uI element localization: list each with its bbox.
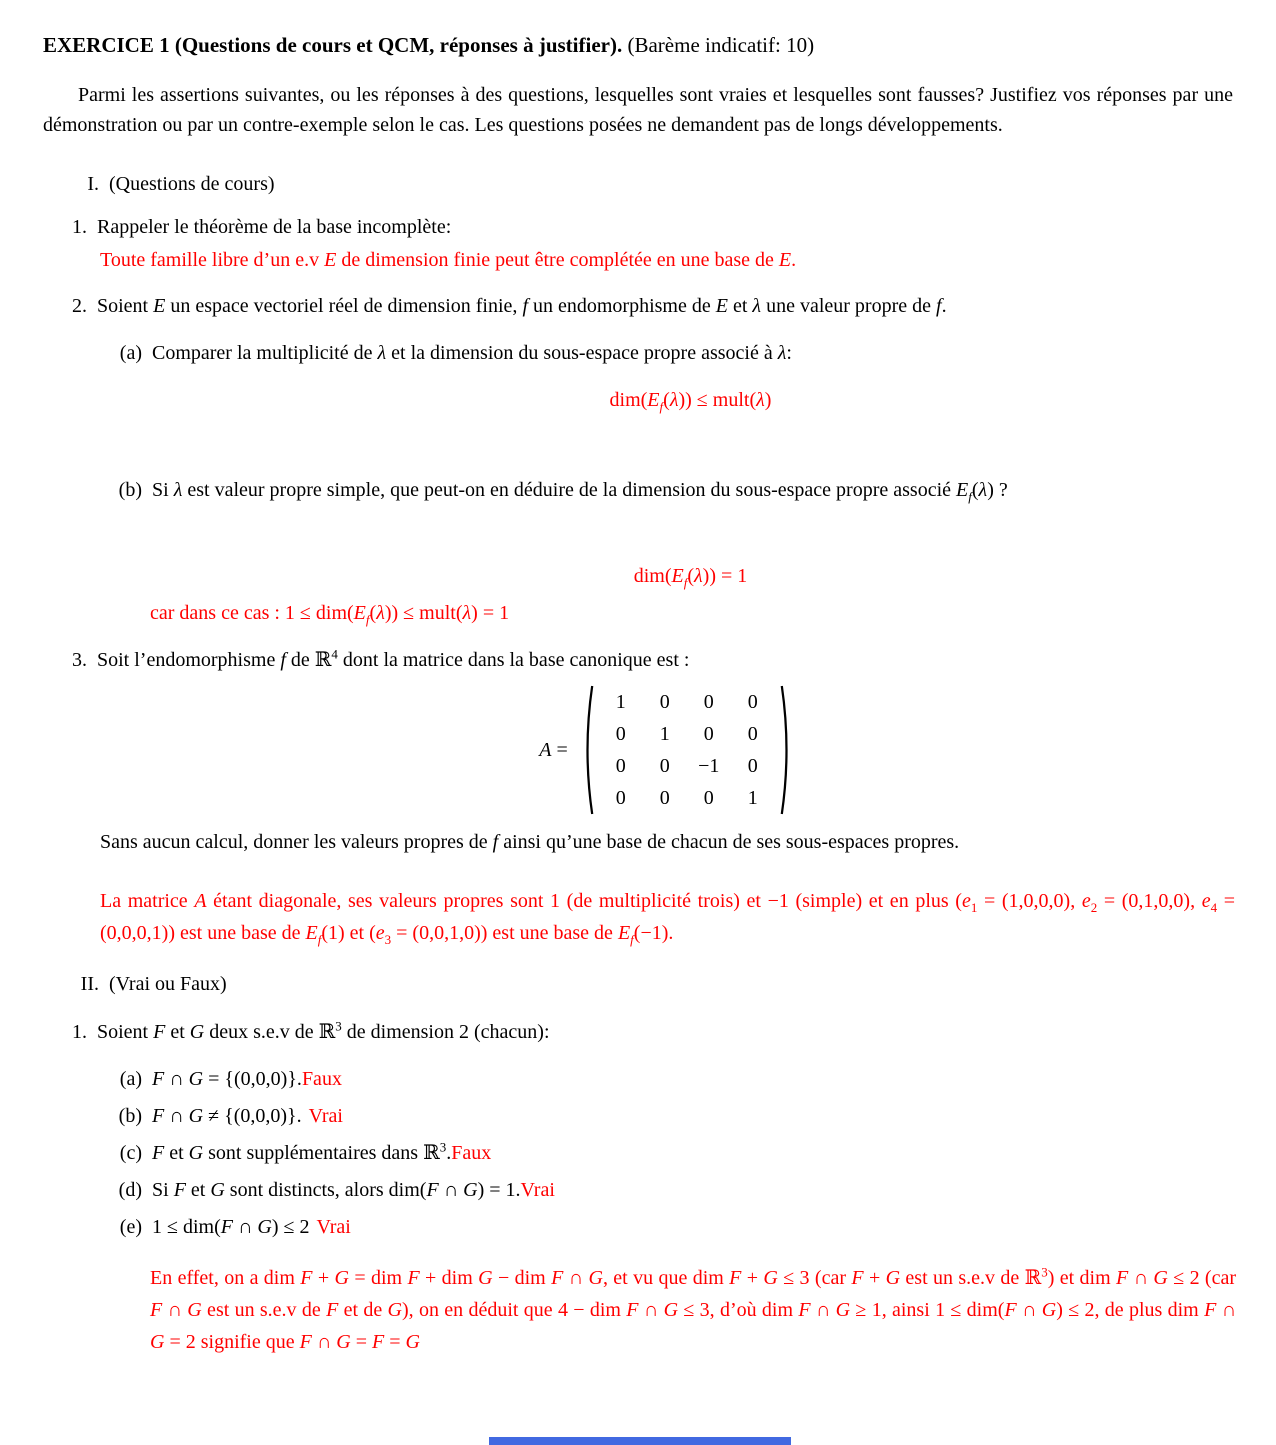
tf-item-c-statement: F et G sont supplémentaires dans ℝ$^3$. xyxy=(152,1139,452,1164)
tf-item-e xyxy=(0,1212,1276,1242)
intro-paragraph: Parmi les assertions suivantes, ou les réponses à des questions, lesquelles sont vraies et lesquelles sont fausses? Justifiez vos réponses par une démonstration ou par un contre-exemple selon le cas. Les questions posées ne demandent pas de longs développements. xyxy=(43,84,1233,136)
question-2b-answer-note: car dans ce cas : $1 \le dim(E_f(\lambda))$ ≤ mult(λ) = 1 xyxy=(150,602,510,627)
matrix-cell: 0 xyxy=(747,723,758,745)
question-2-marker: 2. xyxy=(72,295,87,317)
question-2b-marker: (b) xyxy=(118,479,142,501)
matrix-right-paren xyxy=(779,683,794,817)
part1-question-2 xyxy=(0,291,1276,321)
question-2-text: Soient E un espace vectoriel réel de dimension finie, f un endomorphisme de E et λ une valeur propre de f. xyxy=(97,295,947,317)
question-2a-text: Comparer la multiplicité de λ et la dimension du sous-espace propre associé à λ: xyxy=(152,342,792,364)
tf-item-a xyxy=(0,1064,1276,1094)
question-3-marker: 3. xyxy=(72,649,87,671)
tf-item-c-marker: (c) xyxy=(119,1142,142,1164)
matrix-a xyxy=(580,683,794,817)
part1-question-1 xyxy=(0,212,1276,242)
question-2b xyxy=(0,475,1276,505)
tf-item-a-verdict: Faux xyxy=(301,1068,342,1090)
part1-marker: I. xyxy=(87,173,99,195)
tf-item-e-verdict: Vrai xyxy=(316,1216,351,1238)
question-2a-answer-formula: $dim(E_f(\lambda))$ ≤ mult(λ) xyxy=(609,389,772,414)
part1-title: (Questions de cours) xyxy=(109,173,275,195)
matrix-display xyxy=(100,683,1233,817)
exercise-title xyxy=(43,30,1233,60)
tf-item-e-marker: (e) xyxy=(119,1216,142,1238)
tf-item-a-statement: F ∩ G = {(0,0,0)}. xyxy=(152,1068,302,1090)
matrix-cell: 0 xyxy=(659,755,670,777)
tf-item-d-body xyxy=(152,1175,1276,1205)
tf-item-e-body xyxy=(152,1212,1276,1242)
part1-heading xyxy=(0,169,1276,199)
matrix-cell: 1 xyxy=(615,691,626,713)
tf-item-d-marker: (d) xyxy=(118,1179,142,1201)
part2-heading xyxy=(0,969,1276,999)
footer-link-bar xyxy=(489,1437,791,1445)
matrix-cell: −1 xyxy=(698,755,720,777)
question-2a xyxy=(0,338,1276,368)
matrix-entries xyxy=(595,685,779,815)
matrix-cell: 0 xyxy=(659,787,670,809)
matrix-cell: 0 xyxy=(703,723,714,745)
question-2b-answer-formula: $dim(E_f(\lambda)) = 1$ xyxy=(633,565,748,590)
matrix-cell: 0 xyxy=(747,755,758,777)
part2-marker: II. xyxy=(80,973,99,995)
tf-item-c-body xyxy=(152,1138,1276,1168)
question-3-text2: Sans aucun calcul, donner les valeurs propres de f ainsi qu’une base de chacun de ses sous-espaces propres. xyxy=(100,831,960,853)
tf-item-a-body xyxy=(152,1064,1276,1094)
exercise-title-bold: EXERCICE 1 (Questions de cours et QCM, réponses à justifier). xyxy=(43,33,623,57)
matrix-cell: 0 xyxy=(703,691,714,713)
tf-item-d-statement: Si F et G sont distincts, alors dim(F ∩ G) = 1. xyxy=(152,1179,521,1201)
matrix-cell: 0 xyxy=(615,755,626,777)
matrix-cell: 1 xyxy=(659,723,670,745)
tf-item-d-verdict: Vrai xyxy=(520,1179,555,1201)
tf-item-e-statement: 1 ≤ dim(F ∩ G) ≤ 2 xyxy=(152,1216,310,1238)
matrix-cell: 0 xyxy=(615,787,626,809)
question-2a-marker: (a) xyxy=(119,342,142,364)
tf-item-b-verdict: Vrai xyxy=(308,1105,343,1127)
tf-item-b-marker: (b) xyxy=(118,1105,142,1127)
part2-question-1 xyxy=(0,1017,1276,1047)
question-1-marker: 1. xyxy=(72,216,87,238)
matrix-cell: 1 xyxy=(747,787,758,809)
matrix-left-paren xyxy=(580,683,595,817)
matrix-cell: 0 xyxy=(615,723,626,745)
question-3-text: Soit l’endomorphisme f de ℝ$^4$ dont la matrice dans la base canonique est : xyxy=(97,646,690,671)
part2-q1-text: Soient F et G deux s.e.v de ℝ$^3$ de dimension 2 (chacun): xyxy=(97,1018,550,1043)
question-1-text: Rappeler le théorème de la base incomplète: xyxy=(97,216,452,238)
exercise-title-note: (Barème indicatif: 10) xyxy=(627,33,815,57)
tf-item-c-verdict: Faux xyxy=(451,1142,492,1164)
part2-justification: En effet, on a dim F + G = dim F + dim G − dim F ∩ G, et vu que dim F + G ≤ 3 (car F + G est un s.e.v de ℝ$^3$) et dim F ∩ G ≤ 2 (car F ∩ G est un s.e.v de F et de G), on en déduit que 4 − dim F ∩ G ≤ 3, d’où dim F ∩ G ≥ 1, ainsi 1 ≤ dim(F ∩ G) ≤ 2, de plus dim F ∩ G = 2 signifie que F ∩ G = F = G xyxy=(150,1264,1237,1353)
part1-question-3 xyxy=(0,645,1276,675)
matrix-cell: 0 xyxy=(703,787,714,809)
question-2b-text: Si λ est valeur propre simple, que peut-on en déduire de la dimension du sous-espace propre associé $E_f(\lambda)$ ? xyxy=(152,479,1008,504)
tf-item-c xyxy=(0,1138,1276,1168)
part2-q1-marker: 1. xyxy=(72,1021,87,1043)
tf-item-a-marker: (a) xyxy=(119,1068,142,1090)
part2-title: (Vrai ou Faux) xyxy=(109,973,227,995)
tf-item-b-body xyxy=(152,1101,1276,1131)
question-1-answer: Toute famille libre d’un e.v E de dimension finie peut être complétée en une base de E. xyxy=(100,249,797,271)
tf-item-b-statement: F ∩ G ≠ {(0,0,0)}. xyxy=(152,1105,302,1127)
question-3-answer: La matrice A étant diagonale, ses valeurs propres sont 1 (de multiplicité trois) et −1 (simple) et en plus ($e_1 = (1,0,0,0)$, $e_2 = (0,1,0,0)$, $e_4 = (0,0,0,1)$) est une base de $E_f(1)$ et $(e_3 = (0,0,1,0))$ est une base de $E_f(-1)$. xyxy=(100,890,1235,947)
matrix-label: A = xyxy=(539,739,568,761)
tf-item-b xyxy=(0,1101,1276,1131)
matrix-cell: 0 xyxy=(659,691,670,713)
tf-item-d xyxy=(0,1175,1276,1205)
matrix-cell: 0 xyxy=(747,691,758,713)
